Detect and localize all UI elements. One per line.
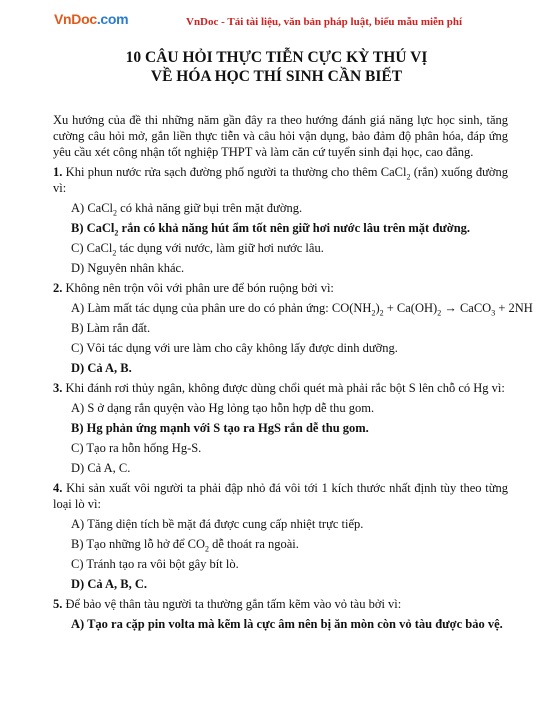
question-5 (53, 596, 508, 632)
subscript: 2 (379, 308, 384, 318)
answer-option-d-correct: D) Cả A, B. (71, 361, 132, 375)
question-1-text (53, 164, 508, 196)
subscript: 2 (406, 172, 411, 182)
question-3-text (53, 380, 508, 396)
option-rest: tác dụng với nước, làm giữ hơi nước lâu. (116, 241, 324, 255)
logo-suffix: .com (96, 11, 129, 27)
option-label: A) Làm mất tác dụng của phân ure do có phản ứng: CO(NH (71, 301, 372, 315)
subscript: 2 (114, 228, 119, 238)
answer-option-c: C) Vôi tác dụng với ure làm cho cây không lấy được dinh dưỡng. (71, 341, 398, 355)
question-3-body: Khi đánh rơi thủy ngân, không được dùng chổi quét mà phải rắc bột S lên chỗ có Hg vì: (62, 381, 505, 395)
page-header (0, 10, 553, 34)
option-label: A) CaCl (71, 201, 114, 215)
answer-option-a (71, 300, 533, 318)
equation-part: ) (375, 301, 380, 315)
option-label: D) Nguyên nhân khác. (71, 261, 185, 275)
question-4-body: Khi sản xuất vôi người ta phải đập nhỏ đá vôi tới 1 kích thước nhất định tùy theo từng loại lò vì: (53, 481, 508, 511)
logo-main: VnDoc (54, 11, 97, 27)
answer-option-c: C) Tránh tạo ra vôi bột gây bít lò. (71, 557, 239, 571)
subscript: 2 (371, 308, 376, 318)
question-5-body: Để bảo vệ thân tàu người ta thường gắn tấm kẽm vào vỏ tàu bởi vì: (62, 597, 402, 611)
answer-option-a: A) S ở dạng rắn quyện vào Hg lỏng tạo hỗn hợp dễ thu gom. (71, 401, 375, 415)
title-line-2: VỀ HÓA HỌC THÍ SINH CẦN BIẾT (150, 68, 403, 85)
document-body (53, 112, 533, 632)
question-number: 3. (53, 381, 63, 395)
answer-option-d-correct: D) Cả A, B, C. (71, 577, 148, 591)
answer-option-a: A) Tăng diện tích bề mặt đá được cung cấp nhiệt trực tiếp. (71, 517, 364, 531)
question-1-text-after: (rắn) xuống đường vì: (53, 165, 508, 195)
title-line-1: 10 CÂU HỎI THỰC TIỄN CỰC KỲ THÚ VỊ (125, 49, 428, 66)
question-2-body: Không nên trộn vôi với phân ure để bón ruộng bởi vì: (62, 281, 334, 295)
answer-option-b-correct: B) Hg phản ứng mạnh với S tạo ra HgS rắn dễ thu gom. (71, 421, 369, 435)
question-2 (53, 280, 533, 376)
question-5-text (53, 596, 508, 612)
equation-part: + Ca(OH) (383, 301, 438, 315)
question-2-text (53, 280, 508, 296)
answer-option-a (71, 200, 508, 216)
subscript: 2 (112, 248, 117, 258)
vndoc-logo[interactable] (54, 11, 128, 27)
subscript: 2 (204, 544, 209, 554)
subscript: 2 (437, 308, 442, 318)
option-label: C) CaCl (71, 241, 113, 255)
subscript: 3 (491, 308, 496, 318)
question-1-text-before: Khi phun nước rửa sạch đường phố người ta thường cho thêm CaCl (62, 165, 407, 179)
option-rest: dễ thoát ra ngoài. (208, 537, 299, 551)
document-title (0, 48, 553, 86)
question-number: 5. (53, 597, 63, 611)
question-4 (53, 480, 508, 592)
answer-option-b-correct (71, 220, 508, 236)
question-number: 2. (53, 281, 63, 295)
question-1 (53, 164, 508, 276)
answer-option-d: D) Cả A, C. (71, 461, 131, 475)
header-tagline: VnDoc - Tải tài liệu, văn bản pháp luật, biểu mẫu miễn phí (186, 16, 463, 28)
intro-paragraph: Xu hướng của đề thi những năm gần đây ra theo hướng đánh giá năng lực học sinh, tăng cường câu hỏi mở, gắn liền thực tiễn và câu hỏi vận dụng, bảo đảm độ phân hóa, đáp ứng yêu cầu xét công nhận tốt nghiệp THPT và làm căn cứ tuyển sinh đại học, cao đẳng. (53, 113, 508, 159)
answer-option-d (71, 260, 508, 276)
option-rest: rắn có khả năng hút ẩm tốt nên giữ hơi nước lâu trên mặt đường. (118, 221, 471, 235)
question-number: 1. (53, 165, 63, 179)
answer-option-a-correct: A) Tạo ra cặp pin volta mà kẽm là cực âm nên bị ăn mòn còn vỏ tàu được bảo vệ. (71, 617, 503, 631)
option-label: B) Tạo những lỗ hở để CO (71, 537, 205, 551)
option-label: B) CaCl (71, 221, 115, 235)
equation-part: + 2NH (495, 301, 533, 315)
answer-option-c: C) Tạo ra hỗn hống Hg-S. (71, 441, 202, 455)
answer-option-c (71, 240, 508, 256)
answer-option-b: B) Làm rắn đất. (71, 321, 151, 335)
answer-option-b (71, 536, 508, 552)
equation-part: → CaCO (441, 301, 492, 315)
question-number: 4. (53, 481, 63, 495)
subscript: 2 (113, 208, 118, 218)
option-rest: có khả năng giữ bụi trên mặt đường. (117, 201, 303, 215)
question-4-text (53, 480, 508, 512)
question-3 (53, 380, 508, 476)
